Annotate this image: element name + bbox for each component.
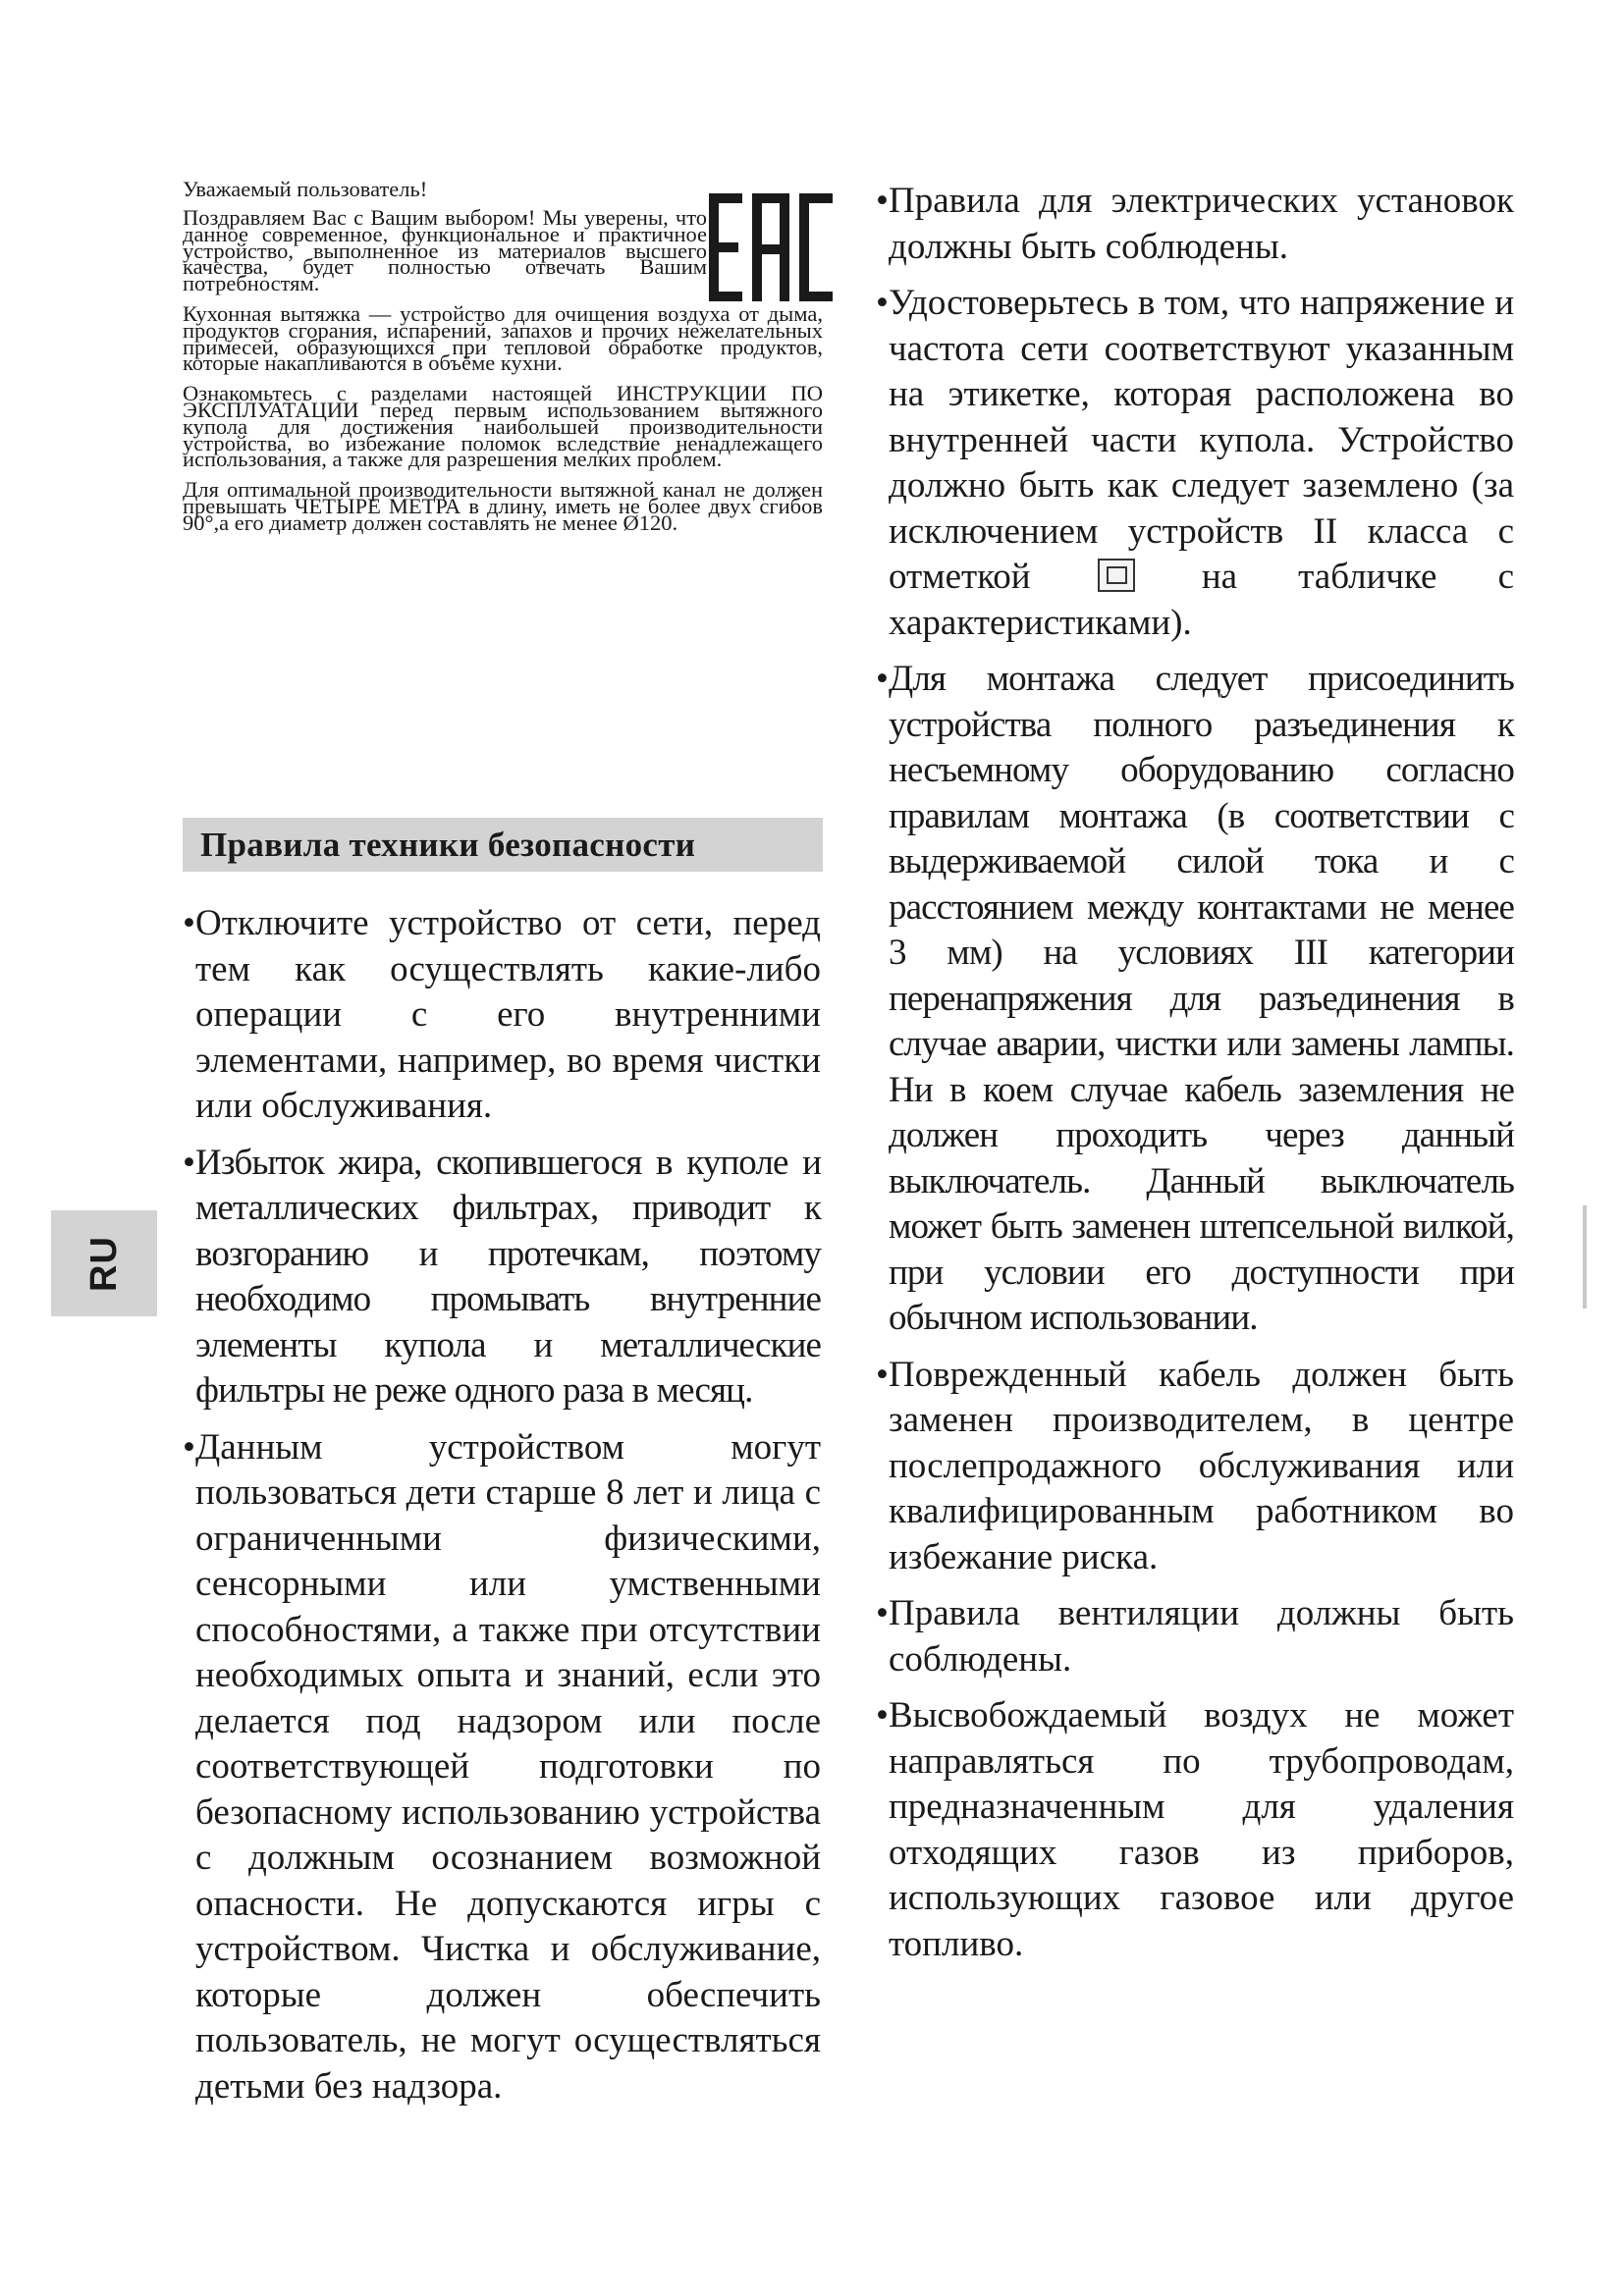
list-item <box>876 657 1514 1342</box>
congratulations-paragraph: Поздравляем Вас с Вашим выбором! Мы уверены, что данное современное, функциональное и практичное устройство, выполненное из материалов высшего качества, будет полностью отвечать Вашим потребностям. <box>183 205 707 296</box>
list-item <box>183 1141 821 1415</box>
list-item <box>876 1591 1514 1682</box>
greeting-text: Уважаемый пользователь! <box>183 177 428 201</box>
section-heading-band <box>183 818 823 872</box>
hood-description-paragraph: Кухонная вытяжка — устройство для очищения воздуха от дыма, продуктов сгорания, испарений, запахов и прочих нежелательных примесей, образующихся при тепловой обработке продуктов, которые накапливаются в объёме кухни. <box>183 300 823 376</box>
bullet-marker: • <box>183 1426 195 1468</box>
duct-requirements-paragraph: Для оптимальной производительности вытяжной канал не должен превышать ЧЕТЫРЕ МЕТРА в длину, иметь не более двух сгибов 90°,а его диаметр должен составлять не менее Ø120. <box>183 477 823 535</box>
bullet-marker: • <box>876 1354 889 1395</box>
list-item <box>876 179 1514 270</box>
bullet-marker: • <box>876 283 889 323</box>
bullet-text: Высвобождаемый воздух не может направляться по трубопроводам, предназначенным для удаления отходящих газов из приборов, использующих газовое или другое топливо. <box>889 1695 1514 1964</box>
bullet-text: Избыток жира, скопившегося в куполе и металлических фильтрах, приводит к возгоранию и протечкам, поэтому необходимо промывать внутренние элементы купола и металлические фильтры не реже одного раза в месяц. <box>195 1142 821 1411</box>
instructions-paragraph: Ознакомьтесь с разделами настоящей ИНСТРУКЦИИ ПО ЭКСПЛУАТАЦИИ перед первым использованием вытяжного купола для достижения наибольшей производительности устройства, во избежание поломок вследствие ненадлежащего использования, а также для разрешения мелких проблем. <box>183 381 823 472</box>
right-safety-list <box>876 179 1514 1978</box>
language-code: RU <box>82 1235 125 1292</box>
bullet-text: Поврежденный кабель должен быть заменен производителем, в центре послепродажного обслуживания или квалифицированным работником во избежание риска. <box>889 1354 1514 1577</box>
bullet-text: Правила вентиляции должны быть соблюдены. <box>889 1593 1514 1680</box>
section-heading: Правила техники безопасности <box>200 825 696 864</box>
left-safety-list <box>183 901 821 2120</box>
intro-section <box>183 179 823 546</box>
page-edge-mark <box>1583 1205 1587 1308</box>
language-side-tab <box>51 1210 157 1316</box>
bullet-marker: • <box>876 181 889 221</box>
bullet-text: Удостоверьтесь в том, что напряжение и частота сети соответствуют указанным на этикетке, которая расположена во внутренней части купола. Устройство должно быть как следует заземлено (за исключением устройств II класса с отметкой <box>889 283 1514 597</box>
list-item <box>183 901 821 1130</box>
bullet-text-continued: на табличке с характеристиками). <box>889 557 1515 643</box>
bullet-marker: • <box>183 1142 195 1183</box>
list-item <box>183 1425 821 2110</box>
list-item <box>876 1353 1514 1581</box>
bullet-marker: • <box>876 1593 889 1633</box>
bullet-text: Отключите устройство от сети, перед тем как осуществлять какие-либо операции с его внутренними элементами, например, во время чистки или обслуживания. <box>195 903 821 1126</box>
bullet-text: Данным устройством могут пользоваться дети старше 8 лет и лица с ограниченными физическими, сенсорными или умственными способностями, а также при отсутствии необходимых опыта и знаний, если это делается под надзором или после соответствующей подготовки по безопасному использованию устройства с должным осознанием возможной опасности. Не допускаются игры с устройством. Чистка и обслуживание, которые должен обеспечить пользователь, не могут осуществляться детьми без надзора. <box>195 1426 821 2107</box>
bullet-text: Правила для электрических установок должны быть соблюдены. <box>889 181 1514 267</box>
list-item <box>876 1693 1514 1967</box>
bullet-text: Для монтажа следует присоединить устройства полного разъединения к несъемному оборудованию согласно правилам монтажа (в соответствии с выдерживаемой силой тока и с расстоянием между контактами не менее 3 мм) на условиях III категории перенапряжения для разъединения в случае аварии, чистки или замены лампы. Ни в коем случае кабель заземления не должен проходить через данный выключатель. Данный выключатель может быть заменен штепсельной вилкой, при условии его доступности при обычном использовании. <box>889 659 1514 1338</box>
bullet-marker: • <box>876 659 889 699</box>
bullet-marker: • <box>183 903 195 943</box>
class-ii-double-square-icon <box>1098 559 1135 592</box>
bullet-marker: • <box>876 1695 889 1735</box>
list-item <box>876 281 1514 646</box>
